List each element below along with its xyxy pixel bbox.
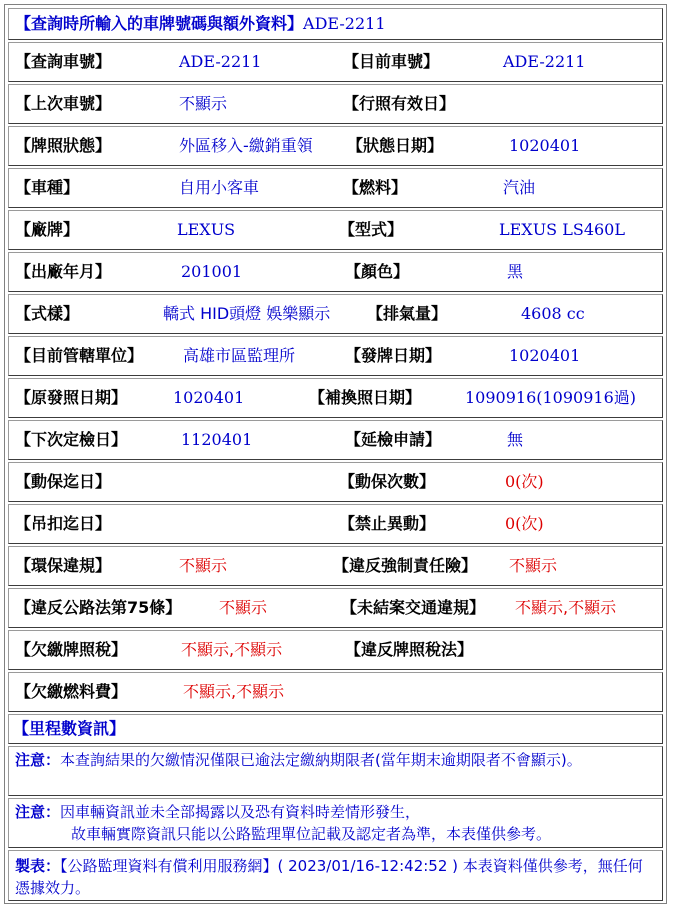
row-mileage: [8, 714, 663, 744]
label-color: 【顏色】: [345, 262, 410, 281]
label-lien-count: 【動保次數】: [339, 472, 436, 491]
label-plate-status: 【牌照狀態】: [15, 136, 112, 155]
note-2-line-1: 因車輛資訊並未全部揭露以及恐有資料時差情形發生，: [60, 803, 421, 821]
value-original-issue: 1020401: [173, 388, 245, 407]
label-manufacture-date: 【出廠年月】: [15, 262, 112, 281]
label-environmental: 【環保違規】: [15, 556, 112, 575]
row-query-plate: [8, 42, 663, 82]
mileage-label: 【里程數資訊】: [13, 719, 126, 738]
label-original-issue: 【原發照日期】: [15, 388, 128, 407]
value-issue-date: 1020401: [509, 346, 581, 365]
title-plate: ADE-2211: [303, 14, 386, 33]
label-jurisdiction: 【目前管轄單位】: [15, 346, 144, 365]
note-2-line-2: 故車輛實際資訊只能以公路監理單位記載及認定者為準，本表僅供參考。: [71, 825, 552, 843]
value-displacement: 4608 cc: [521, 304, 585, 323]
label-previous-plate: 【上次車號】: [15, 94, 112, 113]
label-insurance-violation: 【違反強制責任險】: [333, 556, 478, 575]
label-suspension-end: 【吊扣迄日】: [15, 514, 112, 533]
footer-text: 【公路監理資料有償利用服務網】( 2023/01/16-12:42:52 ) 本表資料僅供參考，無任何憑據效力。: [15, 857, 643, 897]
label-style: 【式樣】: [15, 304, 80, 323]
label-current-plate: 【目前車號】: [343, 52, 440, 71]
row-manufacture-date: [8, 252, 663, 292]
footer-row: [8, 850, 663, 901]
row-plate-status: [8, 126, 663, 166]
value-traffic-violation: 不顯示,不顯示: [515, 598, 617, 617]
label-inspection-extension: 【延檢申請】: [345, 430, 442, 449]
row-license-tax: [8, 630, 663, 670]
value-color: 黑: [507, 262, 524, 281]
label-traffic-violation: 【未結案交通違規】: [341, 598, 486, 617]
footer-prefix: 製表：: [15, 857, 61, 875]
title-label: 【查詢時所輸入的車牌號碼與額外資料】: [15, 14, 304, 33]
value-transfer-ban: 0(次): [505, 514, 544, 533]
row-previous-plate: [8, 84, 663, 124]
label-displacement: 【排氣量】: [367, 304, 448, 323]
value-style: 轎式 HID頭燈 娛樂顯示: [163, 304, 331, 323]
row-jurisdiction: [8, 336, 663, 376]
value-query-plate: ADE-2211: [179, 52, 262, 71]
value-highway-law: 不顯示: [219, 598, 268, 617]
title-line: [15, 14, 386, 34]
value-jurisdiction: 高雄市區監理所: [183, 346, 296, 365]
label-fuel: 【燃料】: [343, 178, 408, 197]
row-brand: [8, 210, 663, 250]
value-lien-count: 0(次): [505, 472, 544, 491]
value-current-plate: ADE-2211: [503, 52, 586, 71]
note-row-1: [8, 746, 663, 796]
label-issue-date: 【發牌日期】: [345, 346, 442, 365]
value-fuel: 汽油: [503, 178, 536, 197]
row-original-issue: [8, 378, 663, 418]
value-status-date: 1020401: [509, 136, 581, 155]
report-frame: [4, 4, 667, 904]
label-highway-law: 【違反公路法第75條】: [15, 598, 182, 617]
value-plate-status: 外區移入-繳銷重領: [179, 136, 313, 155]
row-next-inspection: [8, 420, 663, 460]
title-row: [8, 8, 663, 40]
note-2: [15, 801, 656, 845]
label-lien-end: 【動保迄日】: [15, 472, 112, 491]
label-vehicle-type: 【車種】: [15, 178, 80, 197]
label-status-date: 【狀態日期】: [347, 136, 444, 155]
value-environmental: 不顯示: [179, 556, 228, 575]
label-query-plate: 【查詢車號】: [15, 52, 112, 71]
value-inspection-extension: 無: [507, 430, 524, 449]
value-model: LEXUS LS460L: [499, 220, 625, 239]
label-model: 【型式】: [339, 220, 404, 239]
label-license-tax: 【欠繳牌照稅】: [15, 640, 128, 659]
label-transfer-ban: 【禁止異動】: [339, 514, 436, 533]
row-suspension-end: [8, 504, 663, 544]
row-lien-end: [8, 462, 663, 502]
note-2-prefix: 注意：: [15, 803, 61, 821]
row-fuel-fee: [8, 672, 663, 712]
label-fuel-fee: 【欠繳燃料費】: [15, 682, 128, 701]
footer-note: [15, 855, 656, 899]
note-1-text: 本查詢結果的欠繳情況僅限已逾法定繳納期限者(當年期末逾期限者不會顯示)。: [60, 751, 582, 769]
value-fuel-fee: 不顯示,不顯示: [183, 682, 285, 701]
value-reissue-date: 1090916(1090916過): [465, 388, 637, 407]
value-next-inspection: 1120401: [181, 430, 253, 449]
row-style: [8, 294, 663, 334]
row-vehicle-type: [8, 168, 663, 208]
note-row-2: [8, 798, 663, 848]
value-insurance-violation: 不顯示: [509, 556, 558, 575]
value-previous-plate: 不顯示: [179, 94, 228, 113]
label-license-tax-law: 【違反牌照稅法】: [345, 640, 474, 659]
row-highway-law: [8, 588, 663, 628]
note-1: [15, 749, 656, 771]
label-brand: 【廠牌】: [15, 220, 80, 239]
label-next-inspection: 【下次定檢日】: [15, 430, 128, 449]
value-brand: LEXUS: [177, 220, 236, 239]
value-manufacture-date: 201001: [181, 262, 243, 281]
value-license-tax: 不顯示,不顯示: [181, 640, 283, 659]
label-reissue-date: 【補換照日期】: [309, 388, 422, 407]
value-vehicle-type: 自用小客車: [179, 178, 260, 197]
note-1-prefix: 注意：: [15, 751, 61, 769]
row-environmental: [8, 546, 663, 586]
label-license-expiry: 【行照有效日】: [343, 94, 456, 113]
